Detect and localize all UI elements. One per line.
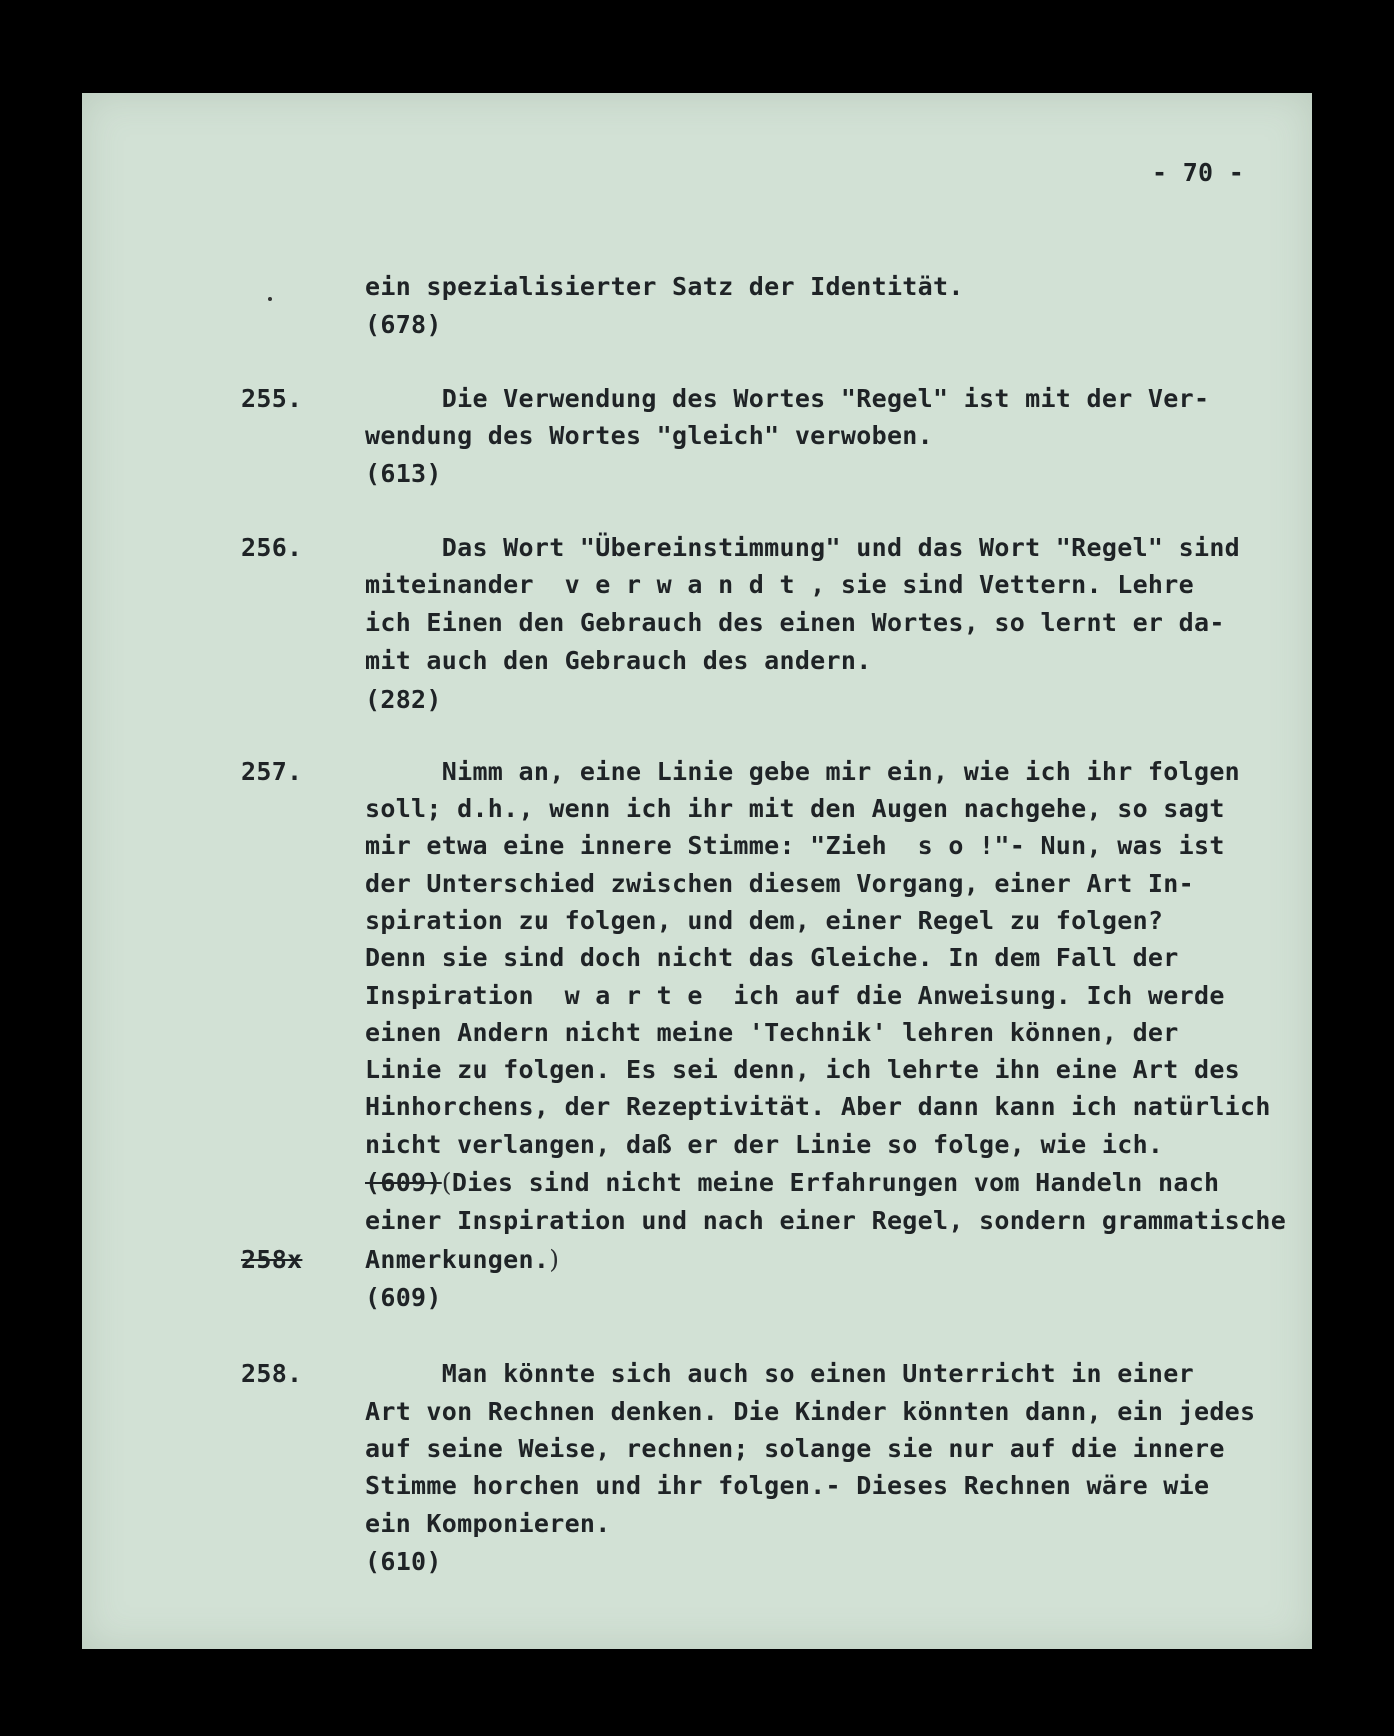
lead-ref: (678)	[365, 310, 442, 339]
s255-line-2: wendung des Wortes "gleich" verwoben.	[365, 421, 933, 450]
s257-line-11: nicht verlangen, daß er der Linie so folge, wie ich.	[365, 1130, 1164, 1159]
s257-line-4: der Unterschied zwischen diesem Vorgang, einer Art In-	[365, 869, 1194, 898]
s256-line-2: miteinander v e r w a n d t , sie sind Vettern. Lehre	[365, 570, 1194, 599]
note-text-1: Dies sind nicht meine Erfahrungen vom Handeln nach	[451, 1168, 1220, 1197]
struck-ref: (609)	[365, 1168, 442, 1197]
s257-line-5: spiration zu folgen, und dem, einer Regel zu folgen?	[365, 906, 1164, 935]
section-number-255: 255.	[241, 384, 303, 413]
note-open-paren: (	[441, 1168, 452, 1197]
section-number-257: 257.	[241, 757, 303, 786]
s256-line-1: Das Wort "Übereinstimmung" und das Wort "Regel" sind	[365, 533, 1241, 562]
s258-line-1: Man könnte sich auch so einen Unterricht in einer	[365, 1359, 1194, 1388]
s257-line-10: Hinhorchens, der Rezeptivität. Aber dann kann ich natürlich	[365, 1092, 1271, 1121]
s257-line-2: soll; d.h., wenn ich ihr mit den Augen nachgehe, so sagt	[365, 794, 1225, 823]
s256-ref: (282)	[365, 685, 442, 714]
s258-line-2: Art von Rechnen denken. Die Kinder könnten dann, ein jedes	[365, 1397, 1256, 1426]
section-number-256: 256.	[241, 533, 303, 562]
s257-line-8: einen Andern nicht meine 'Technik' lehren können, der	[365, 1018, 1179, 1047]
margin-dot	[268, 297, 272, 301]
lead-line-1: ein spezialisierter Satz der Identität.	[365, 272, 964, 301]
s258-line-4: Stimme horchen und ihr folgen.- Dieses Rechnen wäre wie	[365, 1471, 1210, 1500]
s257-line-9: Linie zu folgen. Es sei denn, ich lehrte ihn eine Art des	[365, 1055, 1241, 1084]
s257-line-3: mir etwa eine innere Stimme: "Zieh s o !"- Nun, was ist	[365, 831, 1225, 860]
s257-line-1: Nimm an, eine Linie gebe mir ein, wie ich ihr folgen	[365, 757, 1241, 786]
s256-line-3: ich Einen den Gebrauch des einen Wortes, so lernt er da-	[365, 608, 1225, 637]
note-close-paren: )	[549, 1245, 560, 1274]
s257-note-line-3	[365, 1245, 559, 1275]
struck-number: 258x	[241, 1245, 303, 1274]
s257-note-line-1	[365, 1168, 1219, 1198]
note-text-3: Anmerkungen.	[365, 1245, 550, 1274]
section-number-258x	[241, 1245, 302, 1275]
s257-ref: (609)	[365, 1283, 442, 1312]
s258-line-3: auf seine Weise, rechnen; solange sie nur auf die innere	[365, 1434, 1225, 1463]
s257-note-line-2: einer Inspiration und nach einer Regel, sondern grammatische	[365, 1206, 1287, 1235]
s255-ref: (613)	[365, 459, 442, 488]
s255-line-1: Die Verwendung des Wortes "Regel" ist mit der Ver-	[365, 384, 1210, 413]
s256-line-4: mit auch den Gebrauch des andern.	[365, 646, 872, 675]
s258-ref: (610)	[365, 1547, 442, 1576]
s257-line-7: Inspiration w a r t e ich auf die Anweisung. Ich werde	[365, 981, 1225, 1010]
page-number: - 70 -	[1152, 158, 1245, 187]
section-number-258: 258.	[241, 1359, 303, 1388]
s258-line-5: ein Komponieren.	[365, 1509, 611, 1538]
s257-line-6: Denn sie sind doch nicht das Gleiche. In dem Fall der	[365, 943, 1179, 972]
